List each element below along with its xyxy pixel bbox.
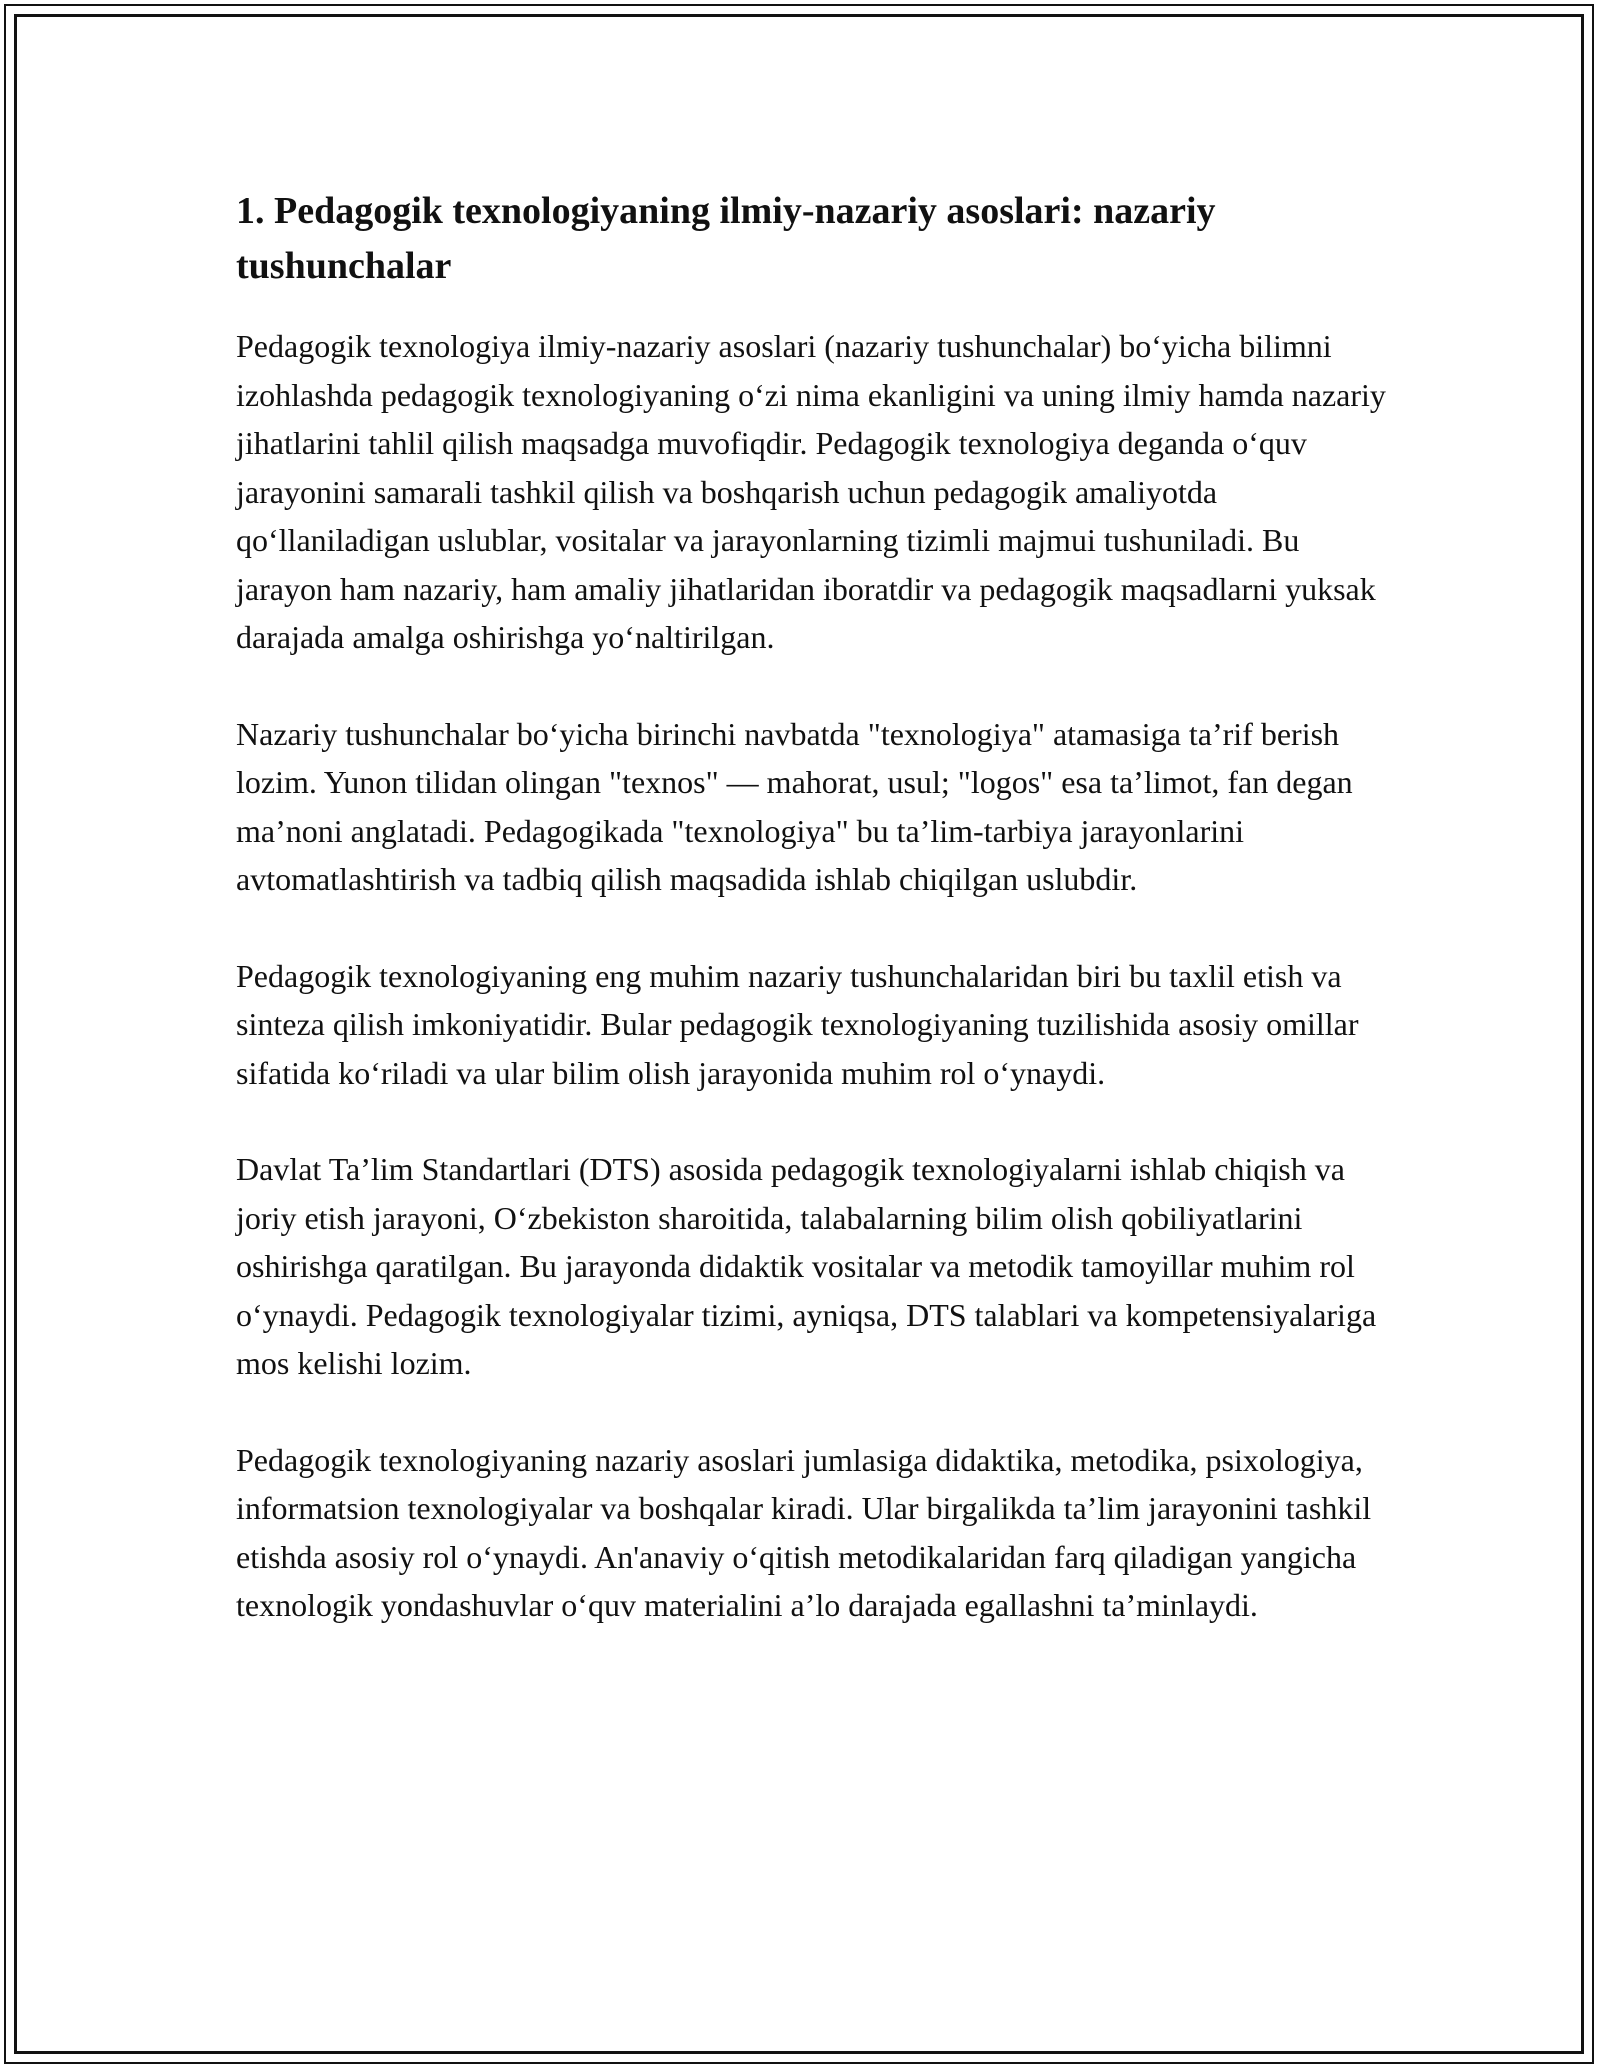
paragraph-2: Nazariy tushunchalar bo‘yicha birinchi navbatda "texnologiya" atamasiga ta’rif berish lozim. Yunon tilidan olingan "texnos" — mahorat, usul; "logos" esa ta’limot, fan degan ma’noni anglatadi. Pedagogikada "texnologiya" bu ta’lim-tarbiya jarayonlarini avtomatlashtirish va tadbiq qilish maqsadida ishlab chiqilgan uslubdir. (236, 715, 1353, 897)
paragraph-5: Pedagogik texnologiyaning nazariy asoslari jumlasiga didaktika, metodika, psixologiya, informatsion texnologiyalar va boshqalar kiradi. Ular birgalikda ta’lim jarayonini tashkil etishda asosiy rol o‘ynaydi. An'anaviy o‘qitish metodikalaridan farq qiladigan yangicha texnologik yondashuvlar o‘quv materialini a’lo darajada egallashni ta’minlaydi. (236, 1441, 1372, 1623)
document-title: 1. Pedagogik texnologiyaning ilmiy-nazariy asoslari: nazariy tushunchalar (236, 190, 1216, 287)
document-body (236, 184, 1386, 1630)
paragraph-4: Davlat Ta’lim Standartlari (DTS) asosida pedagogik texnologiyalarni ishlab chiqish va joriy etish jarayoni, O‘zbekiston sharoitida, talabalarning bilim olish qobiliyatlarini oshirishga qaratilgan. Bu jarayonda didaktik vositalar va metodik tamoyillar muhim rol o‘ynaydi. Pedagogik texnologiyalar tizimi, ayniqsa, DTS talablari va kompetensiyalariga mos kelishi lozim. (236, 1151, 1377, 1381)
paragraph-3: Pedagogik texnologiyaning eng muhim nazariy tushunchalaridan biri bu taxlil etish va sinteza qilish imkoniyatidir. Bular pedagogik texnologiyaning tuzilishida asosiy omillar sifatida ko‘riladi va ular bilim olish jarayonida muhim rol o‘ynaydi. (236, 957, 1359, 1091)
paragraph-1: Pedagogik texnologiya ilmiy-nazariy asoslari (nazariy tushunchalar) bo‘yicha bilimni izohlashda pedagogik texnologiyaning o‘zi nima ekanligini va uning ilmiy hamda nazariy jihatlarini tahlil qilish maqsadga muvofiqdir. Pedagogik texnologiya deganda o‘quv jarayonini samarali tashkil qilish va boshqarish uchun pedagogik amaliyotda qo‘llaniladigan uslublar, vositalar va jarayonlarning tizimli majmui tushuniladi. Bu jarayon ham nazariy, ham amaliy jihatlaridan iboratdir va pedagogik maqsadlarni yuksak darajada amalga oshirishga yo‘naltirilgan. (236, 328, 1386, 655)
